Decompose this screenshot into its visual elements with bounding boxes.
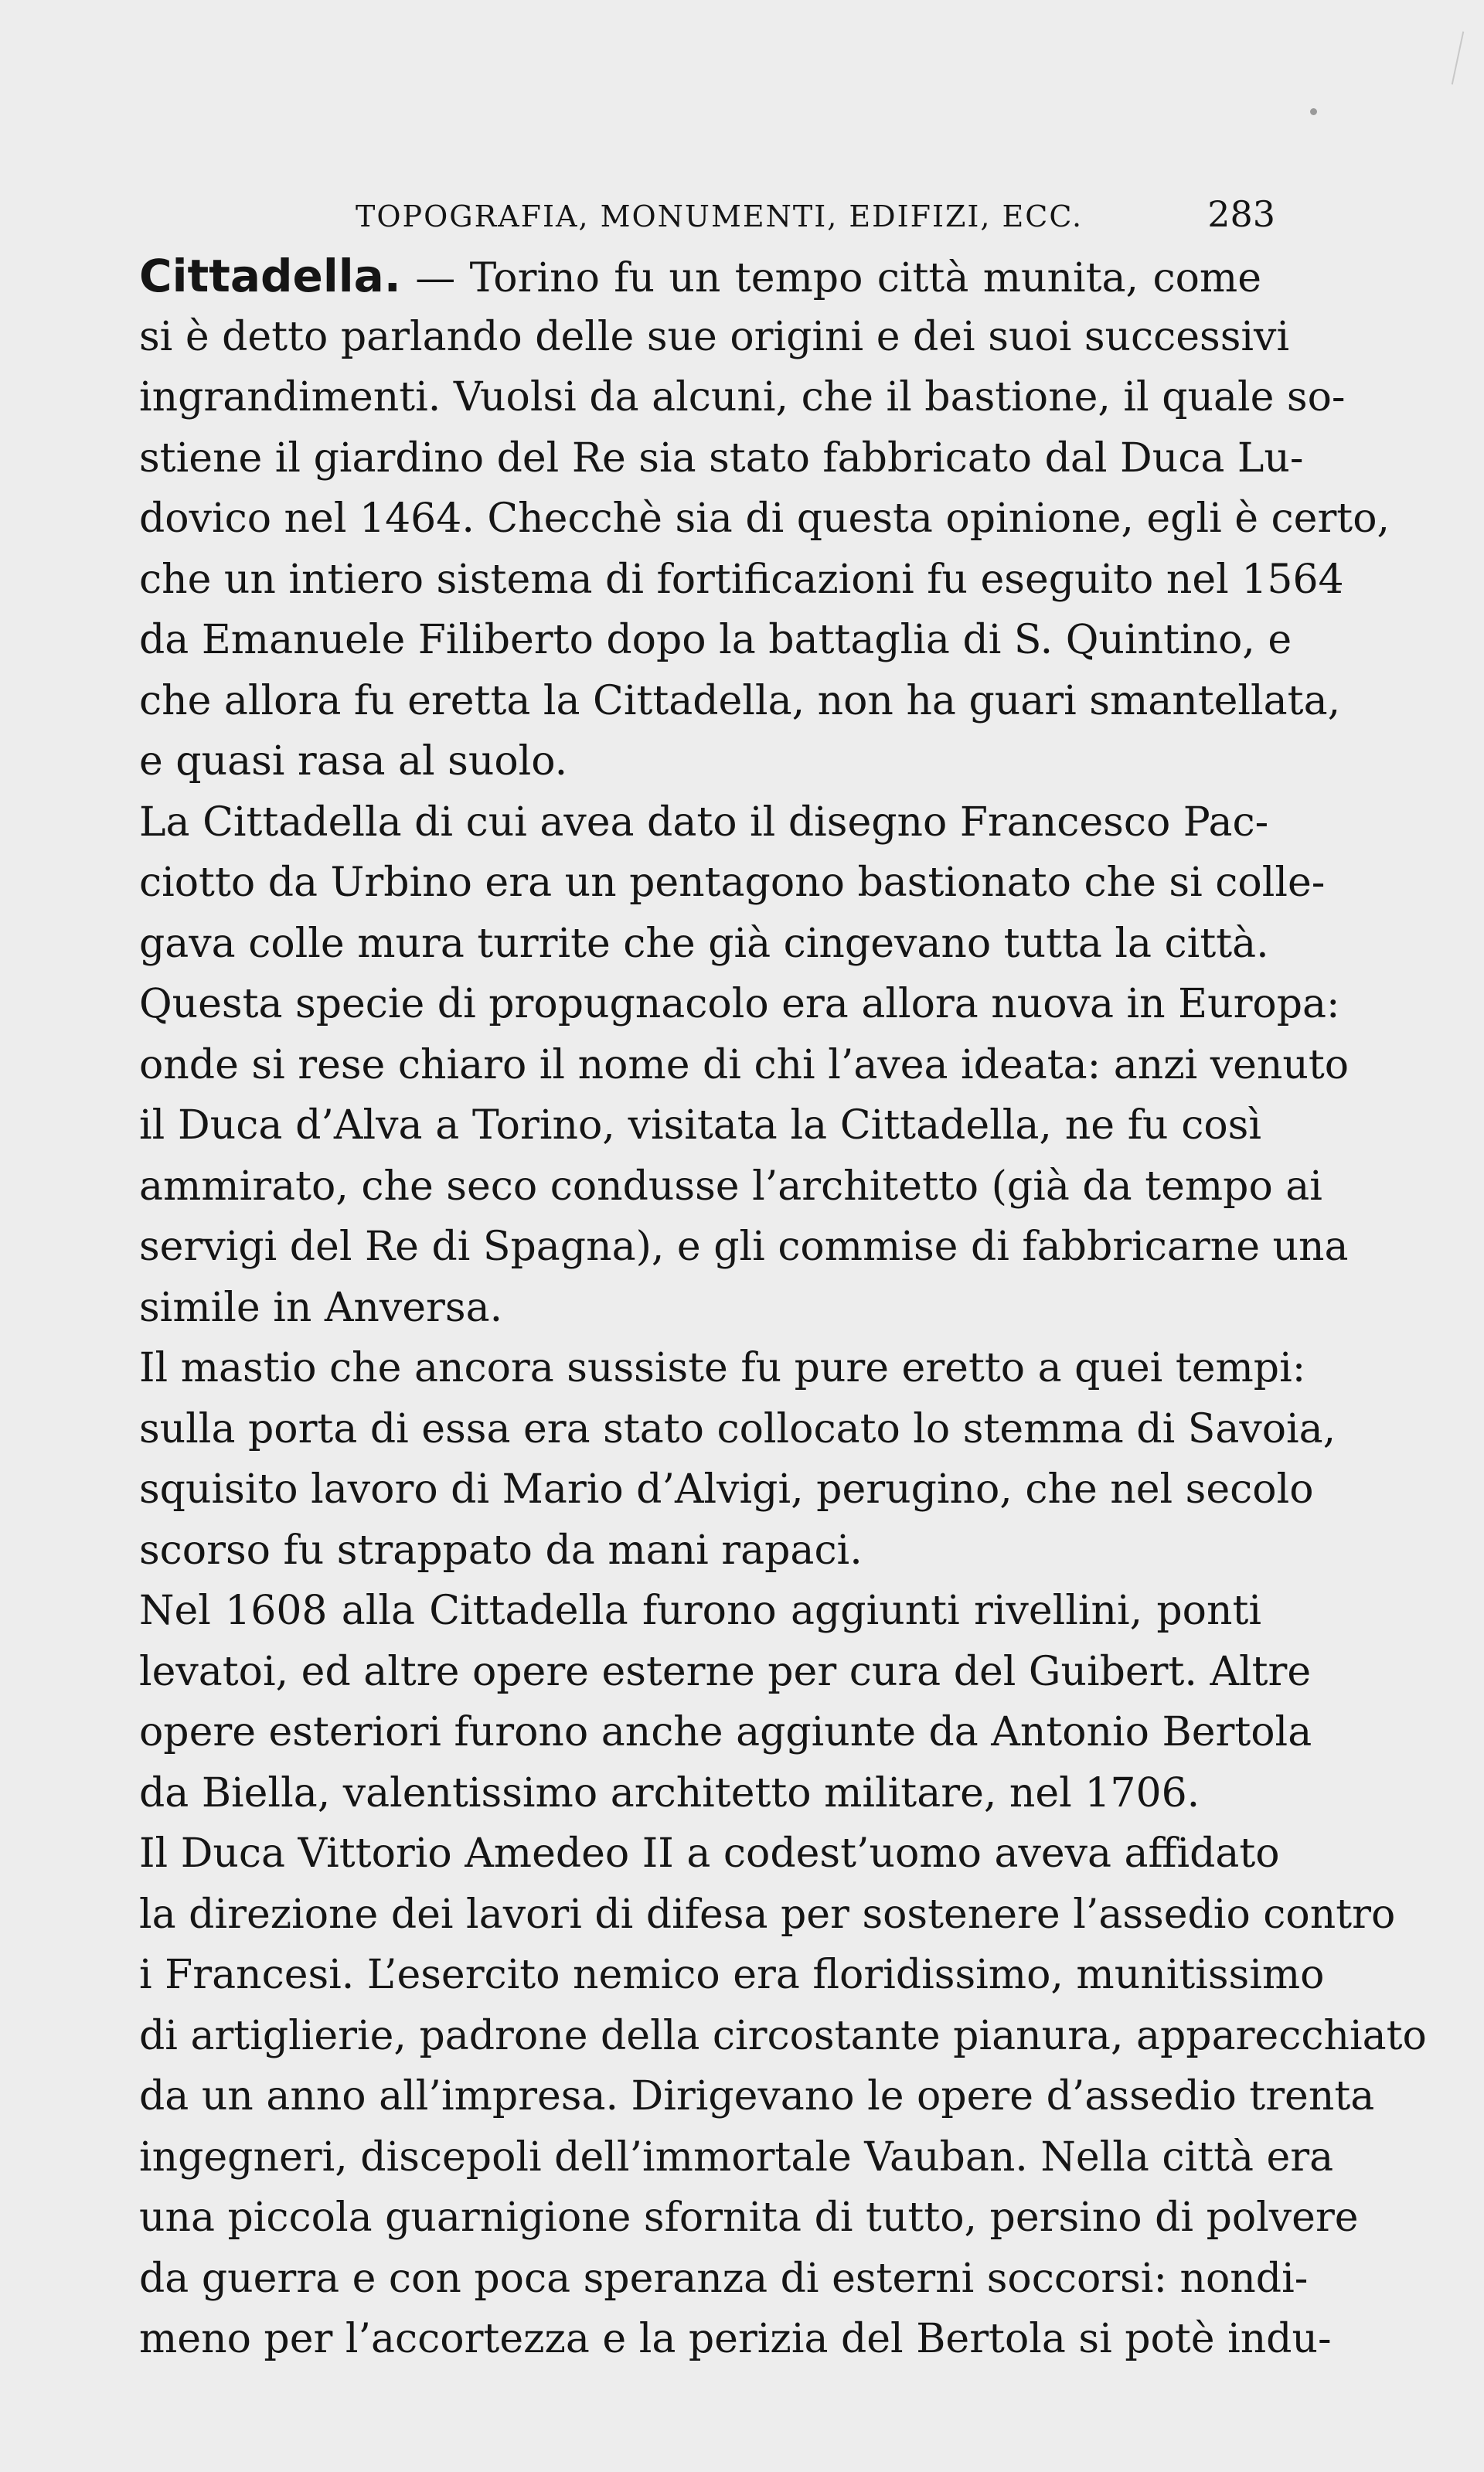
text-line: scorso fu strappato da mani rapaci. [139, 1527, 863, 1574]
page-body [139, 246, 1427, 2370]
text-line: squisito lavoro di Mario d’Alvigi, perugino, che nel secolo [139, 1466, 1314, 1513]
text-line [139, 246, 1261, 307]
text-line: i Francesi. L’esercito nemico era floridissimo, munitissimo [139, 1952, 1325, 1998]
text-line: si è detto parlando delle sue origini e dei suoi successivi [139, 313, 1290, 360]
text-line-content: — Torino fu un tempo città munita, come [415, 255, 1261, 301]
section-heading: Cittadella. [139, 250, 401, 302]
text-line: da guerra e con poca speranza di esterni soccorsi: nondi- [139, 2255, 1309, 2302]
text-line: che un intiero sistema di fortificazioni fu eseguito nel 1564 [139, 556, 1344, 603]
text-line: ciotto da Urbino era un pentagono bastionato che si colle- [139, 860, 1326, 906]
page-number: 283 [1207, 193, 1275, 235]
text-line: e quasi rasa al suolo. [139, 738, 568, 785]
text-line: da un anno all’impresa. Dirigevano le opere d’assedio trenta [139, 2073, 1375, 2120]
text-line: Il mastio che ancora sussiste fu pure eretto a quei tempi: [139, 1345, 1306, 1391]
text-line: stiene il giardino del Re sia stato fabbricato dal Duca Lu- [139, 434, 1304, 482]
text-line: levatoi, ed altre opere esterne per cura del Guibert. Altre [139, 1648, 1312, 1695]
text-line: onde si rese chiaro il nome di chi l’avea ideata: anzi venuto [139, 1041, 1350, 1088]
text-line: ammirato, che seco condusse l’architetto (già da tempo ai [139, 1163, 1322, 1210]
text-line: gava colle mura turrite che già cingevano tutta la città. [139, 920, 1269, 967]
text-line: Il Duca Vittorio Amedeo II a codest’uomo aveva affidato [139, 1830, 1280, 1877]
paragraph-cittadella [139, 246, 1390, 792]
text-line: ingrandimenti. Vuolsi da alcuni, che il bastione, il quale so- [139, 374, 1346, 421]
text-line: da Biella, valentissimo architetto militare, nel 1706. [139, 1769, 1200, 1817]
text-line: meno per l’accortezza e la perizia del Bertola si potè indu- [139, 2316, 1332, 2362]
paper-speck [1310, 108, 1317, 115]
paragraph-1608 [139, 1581, 1312, 1823]
page-edge-mark [1452, 32, 1465, 85]
text-line: di artiglierie, padrone della circostante pianura, apparecchiato [139, 2012, 1427, 2059]
text-line: La Cittadella di cui avea dato il disegno Francesco Pac- [139, 798, 1269, 846]
text-line: sulla porta di essa era stato collocato lo stemma di Savoia, [139, 1405, 1336, 1452]
text-line: da Emanuele Filiberto dopo la battaglia di S. Quintino, e [139, 617, 1292, 663]
text-line: servigi del Re di Spagna), e gli commise di fabbricarne una [139, 1224, 1349, 1270]
running-head-title: TOPOGRAFIA, MONUMENTI, EDIFIZI, ECC. [356, 199, 1084, 233]
text-line: Questa specie di propugnacolo era allora nuova in Europa: [139, 981, 1340, 1027]
text-line: che allora fu eretta la Cittadella, non ha guari smantellata, [139, 677, 1341, 724]
text-line: una piccola guarnigione sfornita di tutto, persino di polvere [139, 2194, 1359, 2241]
text-line: dovico nel 1464. Checchè sia di questa opinione, egli è certo, [139, 495, 1390, 542]
text-line: simile in Anversa. [139, 1284, 503, 1331]
paragraph-europe [139, 974, 1350, 1338]
running-head [139, 193, 1275, 240]
text-line: opere esteriori furono anche aggiunte da Antonio Bertola [139, 1709, 1312, 1755]
paragraph-design [139, 792, 1326, 975]
text-line: la direzione dei lavori di difesa per sostenere l’assedio contro [139, 1891, 1396, 1938]
text-line: il Duca d’Alva a Torino, visitata la Cittadella, ne fu così [139, 1102, 1261, 1149]
text-line: Nel 1608 alla Cittadella furono aggiunti rivellini, ponti [139, 1588, 1261, 1634]
text-line: ingegneri, discepoli dell’immortale Vauban. Nella città era [139, 2133, 1334, 2181]
paragraph-mastio [139, 1338, 1336, 1581]
paragraph-siege [139, 1823, 1427, 2370]
